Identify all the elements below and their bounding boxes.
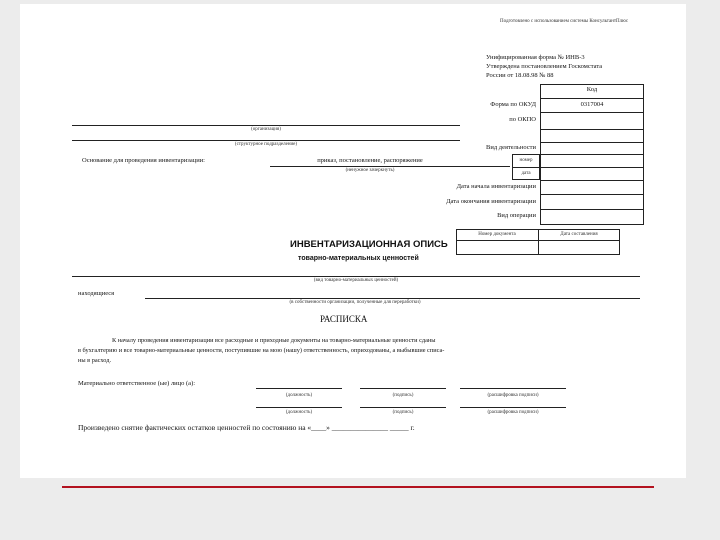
sig1-position-caption: (должность) [285,393,313,398]
bottom-accent-line [62,486,654,488]
end-date-label: Дата окончания инвентаризации [446,198,536,205]
sig2-decoding-line [460,407,566,408]
document-subtitle: товарно-материальных ценностей [298,255,419,262]
sig1-signature-line [360,388,446,389]
number-label: номер [519,158,533,163]
responsible-label: Материально ответственное (ые) лицо (а): [78,380,196,387]
sig2-signature-caption: (подпись) [392,410,414,415]
receipt-title: РАСПИСКА [320,314,368,324]
location-line [145,298,640,299]
receipt-line-2: в бухгалтерию и все товарно-материальные ценности, поступившие на мою (нашу) ответственность, оприходованы, а выбывшие списа- [78,347,445,354]
operation-label: Вид операции [497,212,536,219]
receipt-line-3: ны в расход. [78,357,112,364]
okud-code: 0317004 [580,101,604,108]
document-title: ИНВЕНТАРИЗАЦИОННАЯ ОПИСЬ [290,239,448,250]
basis-label: Основание для проведения инвентаризации: [82,157,205,164]
sig1-position-line [256,388,342,389]
division-line [72,140,460,141]
form-header-line-1: Унифицированная форма № ИНВ-3 [486,54,585,61]
activity-label: Вид деятельности [486,144,536,151]
sig1-decoding-line [460,388,566,389]
doc-number-header: Номер документа [478,232,516,237]
form-header-line-3: России от 18.08.98 № 88 [486,72,554,79]
source-note: Подготовлено с использованием системы КонсультантПлюс [500,19,629,24]
location-caption: (в собственности организации, полученные для переработки) [289,300,421,305]
sig2-position-caption: (должность) [285,410,313,415]
okpo-label: по ОКПО [509,116,536,123]
date-label: дата [521,171,531,176]
location-label: находящиеся [78,290,115,297]
sig2-position-line [256,407,342,408]
organization-caption: (организация) [251,127,281,132]
division-caption: (структурное подразделение) [234,142,298,147]
sig2-decoding-caption: (расшифровка подписи) [487,410,539,415]
values-caption: (вид товарно-материальных ценностей) [313,278,399,283]
sig1-decoding-caption: (расшифровка подписи) [487,393,539,398]
removal-text: Произведено снятие фактических остатков ценностей по состоянию на «____» _______________ _____ г. [78,423,415,432]
basis-caption: (ненужное зачеркнуть) [345,168,395,173]
organization-line [72,125,460,126]
sig1-signature-caption: (подпись) [392,393,414,398]
document-sheet [20,4,686,478]
form-header-line-2: Утверждена постановлением Госкомстата [486,63,603,70]
sig2-signature-line [360,407,446,408]
basis-line [270,166,510,167]
okud-label: Форма по ОКУД [490,101,536,108]
basis-value: приказ, постановление, распоряжение [317,157,423,164]
receipt-line-1: К началу проведения инвентаризации все расходные и приходные документы на товарно-материальные ценности сданы [112,337,436,344]
values-line [72,276,640,277]
code-header: Код [586,86,598,93]
doc-date-header: Дата составления [560,232,598,237]
start-date-label: Дата начала инвентаризации [456,183,536,190]
